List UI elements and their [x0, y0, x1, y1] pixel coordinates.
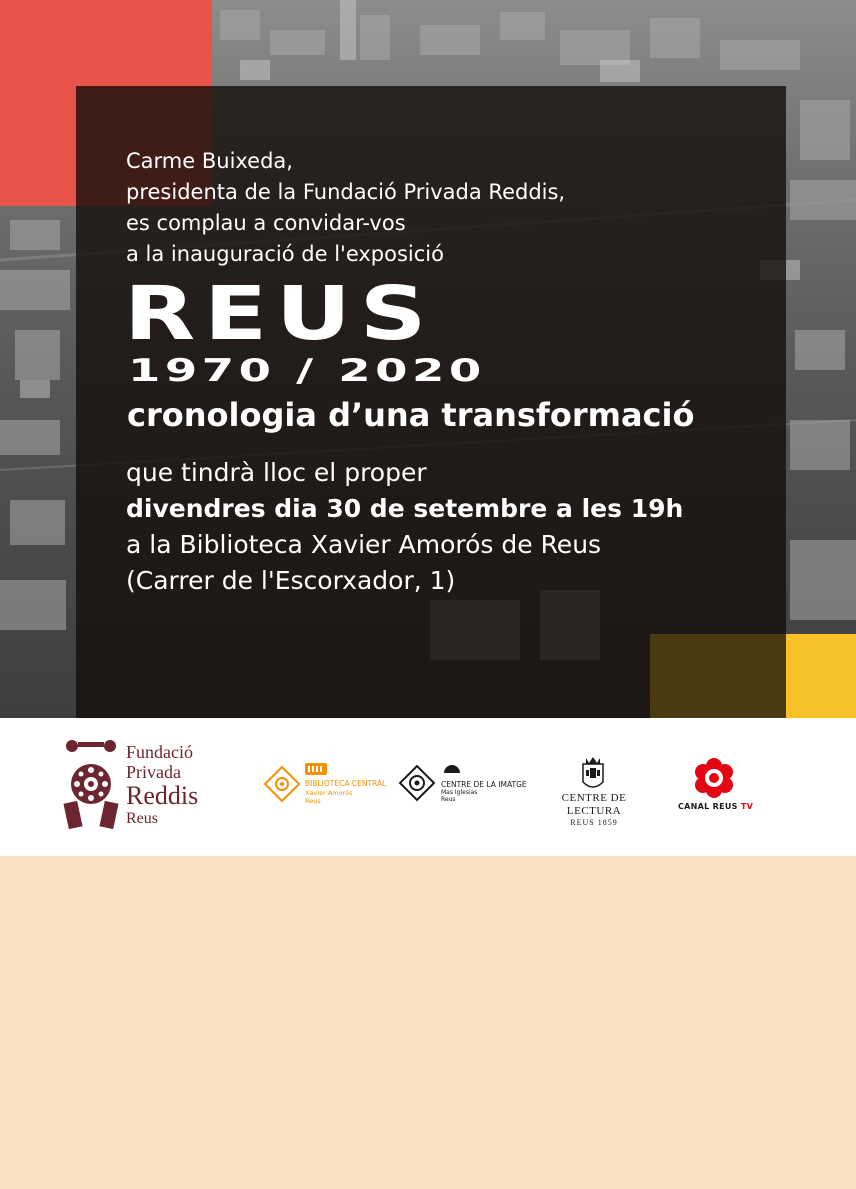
sponsor-logos	[0, 718, 856, 856]
centre-lectura-line: CENTRE DE LECTURA	[561, 792, 627, 817]
reddis-line: Fundació	[126, 742, 193, 762]
biblioteca-wordmark	[305, 760, 386, 805]
exhibition-years: 1970 / 2020	[128, 353, 486, 389]
intro-line: presidenta de la Fundació Privada Reddis,	[126, 180, 566, 204]
intro-line: es complau a convidar-vos	[126, 211, 406, 235]
event-address: (Carrer de l'Escorxador, 1)	[126, 566, 456, 595]
details-line: que tindrà lloc el proper	[126, 458, 427, 487]
centre-imatge-line: Mas Iglesias	[441, 789, 478, 796]
centre-imatge-emblem-icon	[398, 764, 436, 802]
canal-reus-name: CANAL REUS	[678, 802, 738, 811]
biblioteca-line: Xavier Amorós	[305, 789, 353, 797]
centre-imatge-line: CENTRE DE LA IMATGE	[441, 780, 527, 789]
canal-reus-tv: TV	[740, 802, 754, 811]
event-details	[126, 455, 683, 599]
canal-reus-wordmark	[678, 802, 753, 811]
canal-reus-target-icon	[694, 758, 734, 798]
brown-accent-block	[650, 634, 786, 718]
event-venue: a la Biblioteca Xavier Amorós de Reus	[126, 530, 602, 559]
centre-imatge-wordmark	[441, 780, 527, 803]
invitation-intro	[126, 146, 565, 270]
exhibition-title: REUS	[124, 271, 436, 357]
intro-line: Carme Buixeda,	[126, 149, 293, 173]
centre-lectura-wordmark	[540, 792, 648, 827]
camera-lens-icon	[443, 764, 461, 774]
event-date: divendres dia 30 de setembre a les 19h	[126, 494, 684, 523]
centre-lectura-line: REUS 1859	[570, 818, 618, 827]
intro-line: a la inauguració de l'exposició	[126, 242, 444, 266]
reddis-line: Reus	[126, 810, 158, 827]
biblioteca-emblem-icon	[264, 766, 300, 802]
blank-bottom-panel	[0, 856, 856, 1189]
biblioteca-line: Reus	[305, 797, 321, 805]
yellow-accent-block	[786, 634, 856, 718]
reddis-wordmark	[126, 742, 198, 828]
biblioteca-line: BIBLIOTECA CENTRAL	[305, 779, 387, 788]
centre-imatge-line: Reus	[441, 796, 456, 803]
centre-lectura-crest-icon	[580, 756, 606, 796]
reddis-emblem-icon	[62, 738, 120, 830]
reddis-line: Reddis	[126, 781, 199, 810]
book-icon	[305, 763, 327, 775]
reddis-line: Privada	[126, 762, 181, 782]
exhibition-subtitle: cronologia d’una transformació	[127, 396, 695, 434]
